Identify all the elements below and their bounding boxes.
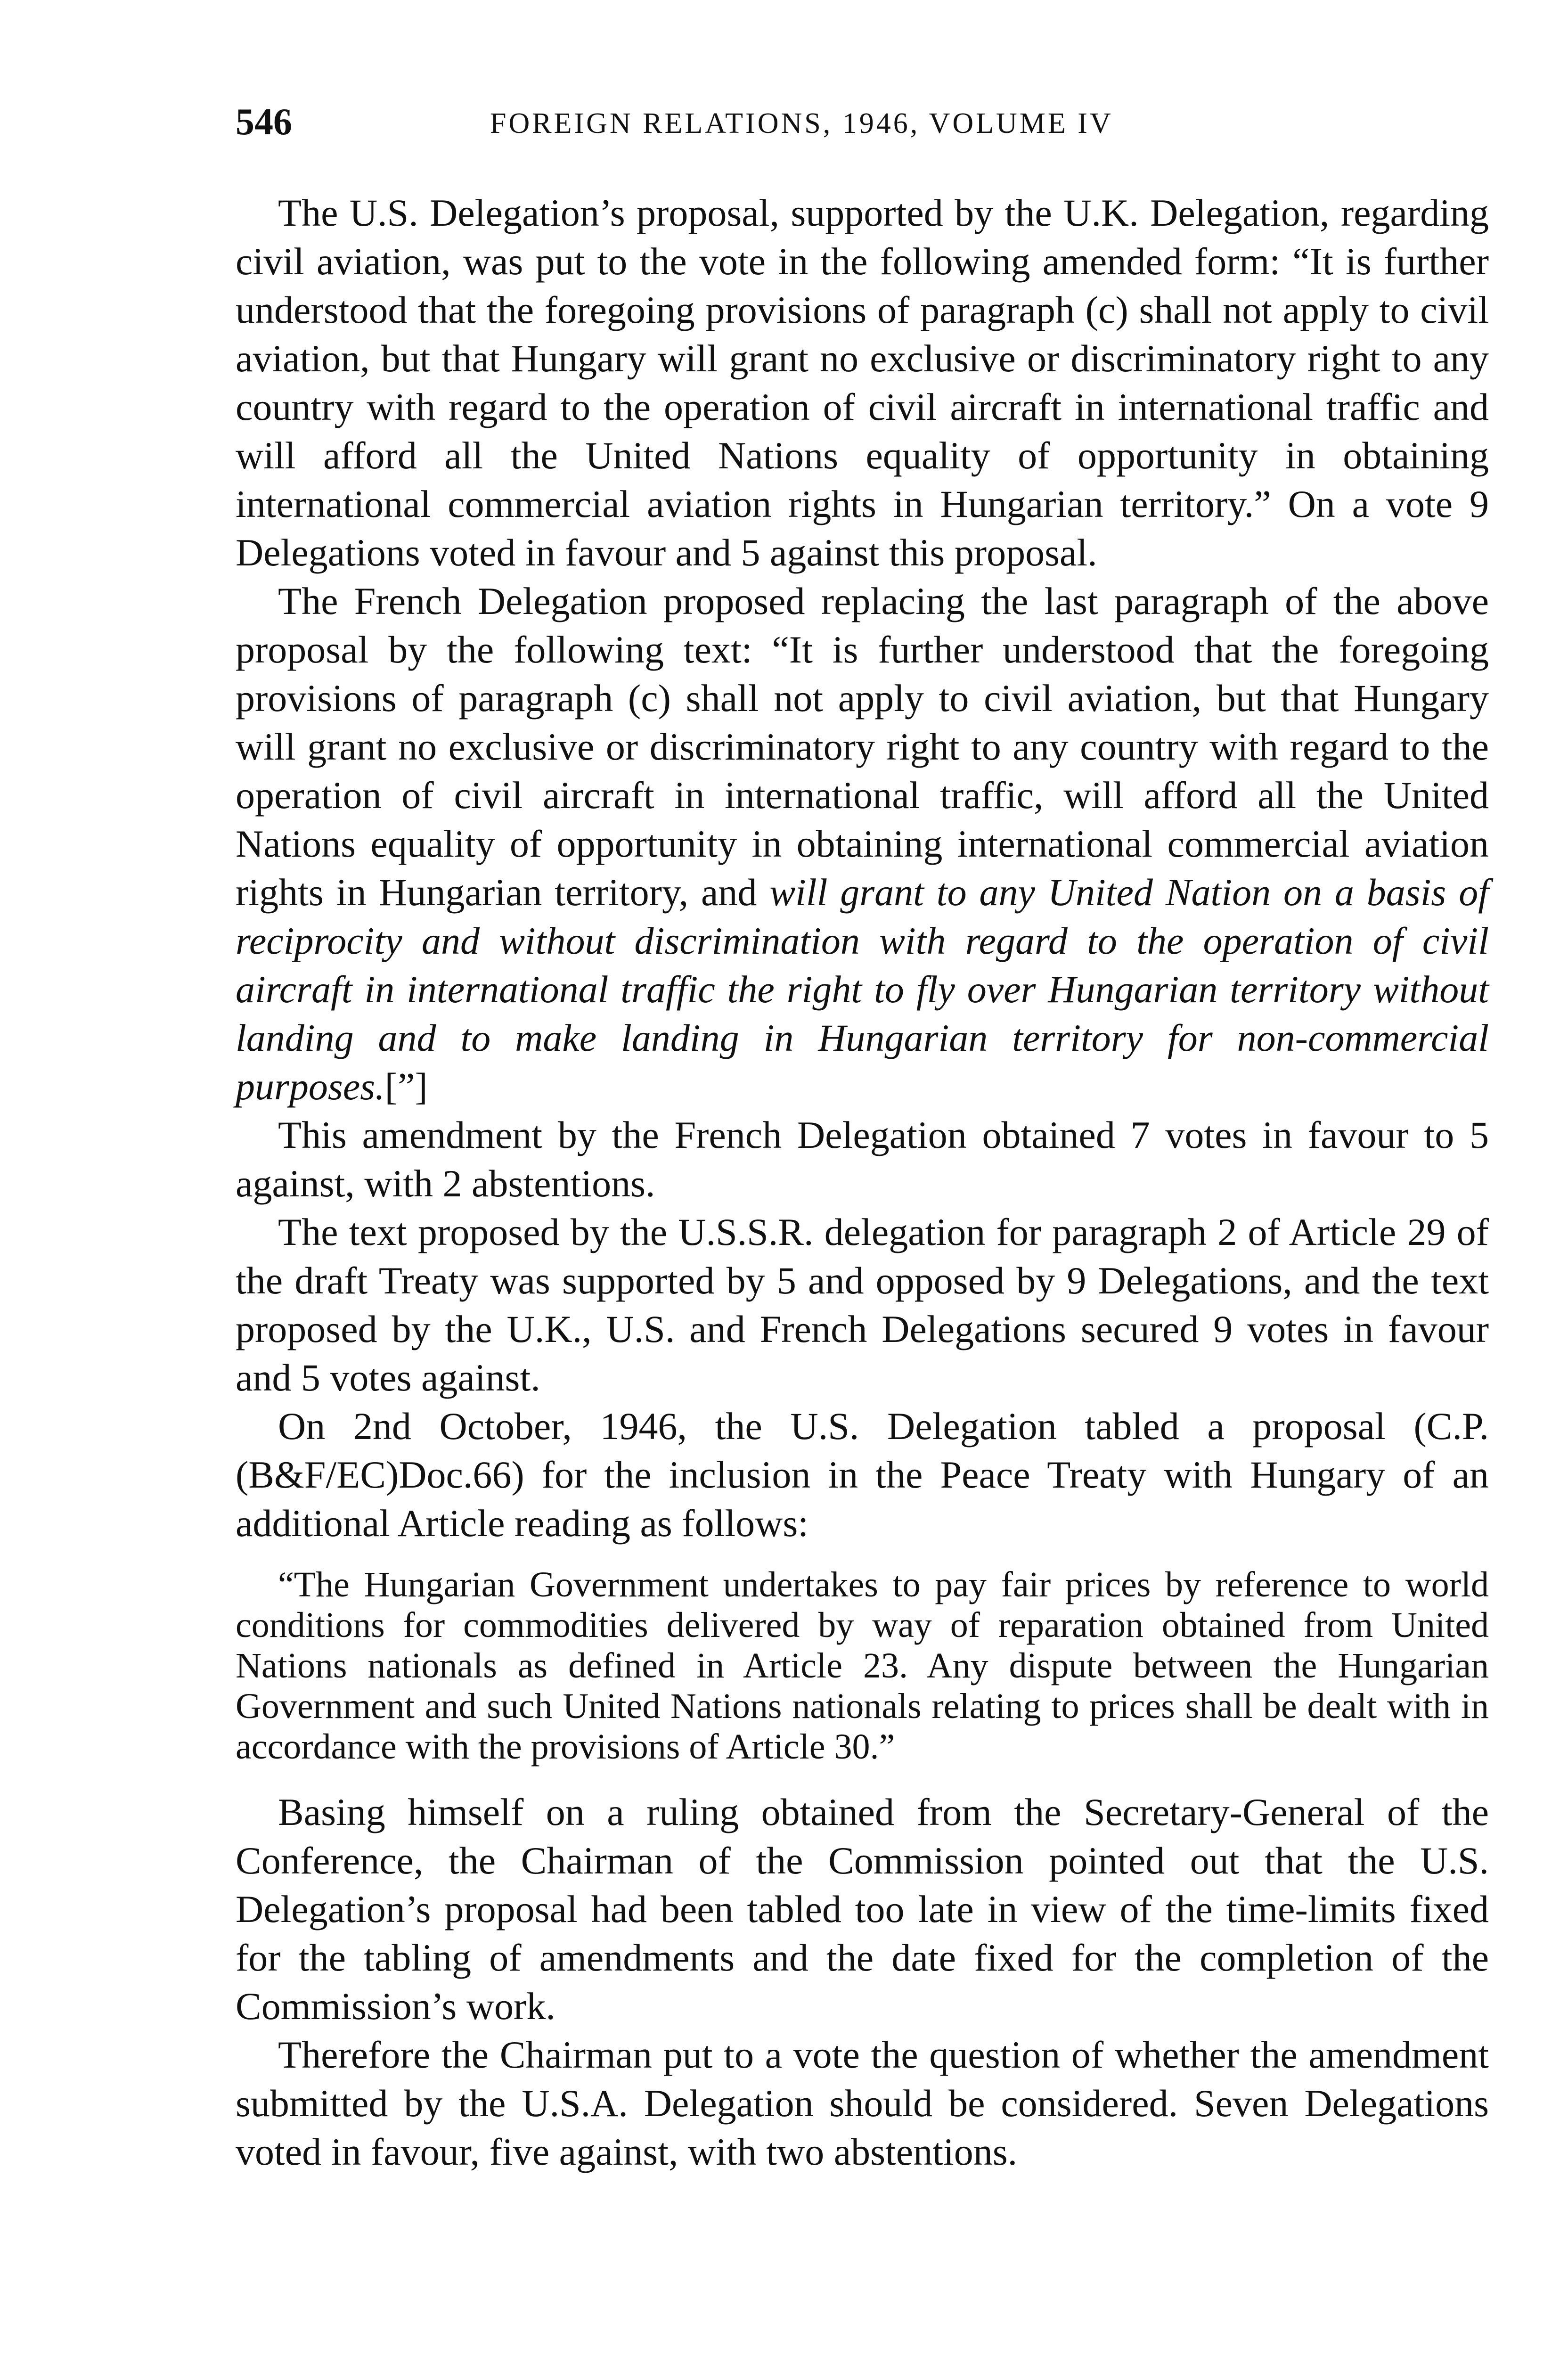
paragraph-ussr-text-vote: The text proposed by the U.S.S.R. delegation for paragraph 2 of Article 29 of the draft Treaty was supported by 5 and opposed by 9 Delegations, and the text proposed by the U.K., U.S. and French Delegations secured 9 votes in favour and 5 votes against. xyxy=(236,1211,1489,1399)
french-proposal-italic-text: will grant to any United Nation on a basis of reciprocity and without discrimination with regard to the operation of civil aircraft in international traffic the right to fly over Hungarian territory without landing and to make landing in Hungarian territory for non-commercial purposes. xyxy=(236,871,1489,1108)
french-proposal-closing-quote: [”] xyxy=(384,1065,428,1108)
page-header xyxy=(236,101,1489,153)
quoted-article: “The Hungarian Government undertakes to pay fair prices by reference to world conditions for commodities delivered by way of reparation obtained from United Nations nationals as defined in Article 23. Any dispute between the Hungarian Government and such United Nations nationals relating to prices shall be dealt with in accordance with the provisions of Article 30.” xyxy=(236,1565,1489,1767)
paragraph-chairman-ruling: Basing himself on a ruling obtained from the Secretary-General of the Conference, the Chairman of the Commission pointed out that the U.S. Delegation’s proposal had been tabled too late in view of the time-limits fixed for the tabling of amendments and the date fixed for the completion of the Commission’s work. xyxy=(236,1791,1489,2028)
body-text xyxy=(236,188,1489,2176)
paragraph-french-amendment-vote: This amendment by the French Delegation obtained 7 votes in favour to 5 against, with 2 abstentions. xyxy=(236,1113,1489,1205)
french-proposal-text: The French Delegation proposed replacing the last paragraph of the above proposal by the following text: “It is further understood that the foregoing provisions of paragraph (c) shall not apply to civil aviation, but that Hungary will grant no exclusive or discriminatory right to any country with regard to the operation of civil aircraft in international traffic, will afford all the United Nations equality of opportunity in obtaining international commercial aviation rights in Hungarian territory, and xyxy=(236,580,1489,914)
page-number: 546 xyxy=(236,101,292,143)
paragraph-us-proposal: The U.S. Delegation’s proposal, supported by the U.K. Delegation, regarding civil aviation, was put to the vote in the following amended form: “It is further understood that the foregoing provisions of paragraph (c) shall not apply to civil aviation, but that Hungary will grant no exclusive or discriminatory right to any country with regard to the operation of civil aircraft in international traffic and will afford all the United Nations equality of opportunity in obtaining international commercial aviation rights in Hungarian territory.” On a vote 9 Delegations voted in favour and 5 against this proposal. xyxy=(236,191,1489,574)
paragraph-us-additional-article: On 2nd October, 1946, the U.S. Delegation tabled a proposal (C.P.(B&F/EC)Doc.66) for the inclusion in the Peace Treaty with Hungary of an additional Article reading as follows: xyxy=(236,1405,1489,1545)
paragraph-chairman-vote: Therefore the Chairman put to a vote the question of whether the amendment submitted by the U.S.A. Delegation should be considered. Seven Delegations voted in favour, five against, with two abstentions. xyxy=(236,2033,1489,2173)
paragraph-french-proposal xyxy=(236,577,1489,1111)
running-title: FOREIGN RELATIONS, 1946, VOLUME IV xyxy=(490,107,1113,139)
